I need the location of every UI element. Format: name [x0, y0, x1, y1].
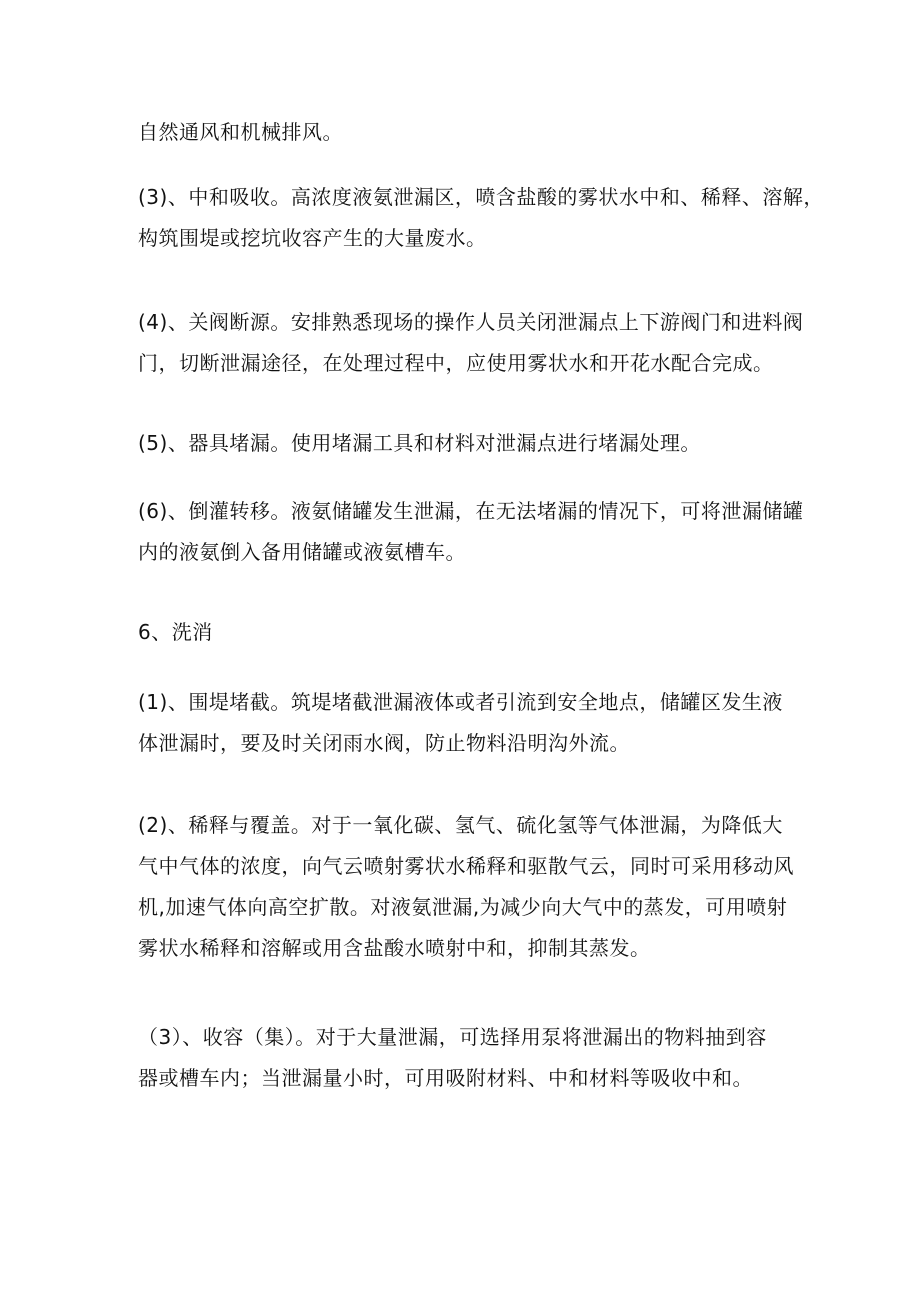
paragraph-line: 体泄漏时，要及时关闭雨水阀，防止物料沿明沟外流。	[138, 731, 630, 755]
paragraph-line: (3)、中和吸收。高浓度液氨泄漏区，喷含盐酸的雾状水中和、稀释、溶解，	[138, 185, 824, 209]
paragraph-line: (4)、关阀断源。安排熟悉现场的操作人员关闭泄漏点上下游阀门和进料阀	[138, 310, 804, 334]
paragraph-line: 自然通风和机械排风。	[138, 120, 343, 144]
paragraph-line: (1)、围堤堵截。筑堤堵截泄漏液体或者引流到安全地点，储罐区发生液	[138, 690, 783, 714]
paragraph-close-valve	[138, 302, 804, 384]
paragraph-natural-ventilation	[138, 112, 798, 153]
paragraph-line: 器或槽车内；当泄漏量小时，可用吸附材料、中和材料等吸收中和。	[138, 1066, 753, 1090]
paragraph-dilution-cover	[138, 805, 798, 969]
paragraph-collection	[138, 1017, 798, 1099]
paragraph-line: 气中气体的浓度，向气云喷射雾状水稀释和驱散气云，同时可采用移动风	[138, 854, 794, 878]
paragraph-line: (6)、倒灌转移。液氨储罐发生泄漏，在无法堵漏的情况下，可将泄漏储罐	[138, 499, 804, 523]
paragraph-line: 机,加速气体向高空扩散。对液氨泄漏,为减少向大气中的蒸发，可用喷射	[138, 895, 788, 919]
paragraph-line: 内的液氨倒入备用储罐或液氨槽车。	[138, 540, 466, 564]
paragraph-line: （3）、收容（集）。对于大量泄漏，可选择用泵将泄漏出的物料抽到容	[138, 1025, 767, 1049]
paragraph-neutralize-absorb	[138, 177, 824, 259]
paragraph-line: 门，切断泄漏途径，在处理过程中，应使用雾状水和开花水配合完成。	[138, 351, 774, 375]
paragraph-line: (2)、稀释与覆盖。对于一氧化碳、氢气、硫化氢等气体泄漏，为降低大	[138, 813, 783, 837]
paragraph-transfer	[138, 491, 804, 573]
paragraph-plug-leak	[138, 423, 798, 464]
paragraph-dike-interception	[138, 682, 798, 764]
section-heading-decontamination	[138, 612, 798, 653]
paragraph-line: (5)、器具堵漏。使用堵漏工具和材料对泄漏点进行堵漏处理。	[138, 431, 701, 455]
paragraph-line: 雾状水稀释和溶解或用含盐酸水喷射中和，抑制其蒸发。	[138, 936, 651, 960]
paragraph-line: 构筑围堤或挖坑收容产生的大量废水。	[138, 226, 487, 250]
section-heading: 6、洗消	[138, 620, 213, 644]
